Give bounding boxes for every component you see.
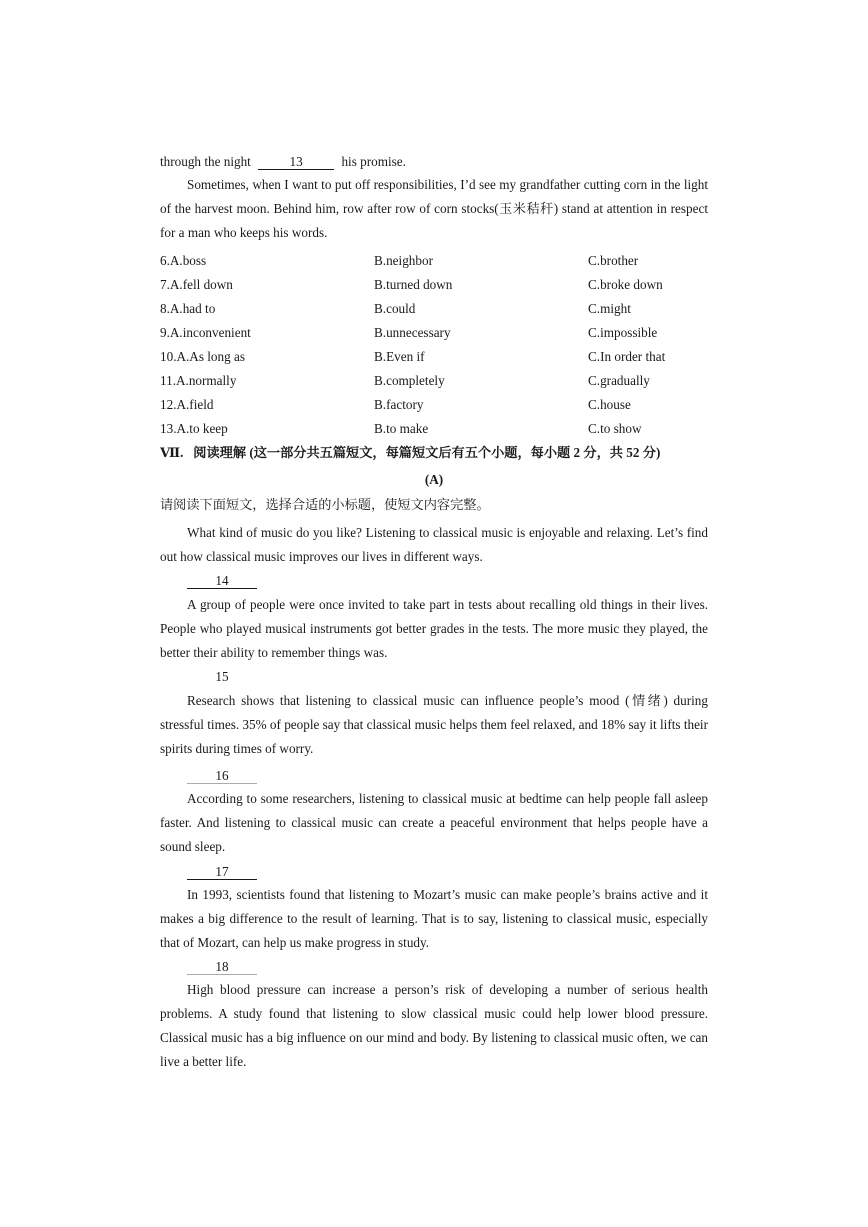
option-8c: C.might: [588, 301, 631, 316]
paragraph-17: In 1993, scientists found that listening to Mozart’s music can make people’s brains active and it makes a big difference to the result of learning. That is to say, listening to classical music, especially that of Mozart, can help us make progress in study.: [160, 887, 708, 950]
option-12b: B.factory: [374, 397, 424, 412]
heading-18: [187, 959, 257, 975]
line-text-before: through the night: [160, 154, 251, 169]
option-11c: C.gradually: [588, 373, 650, 388]
option-12c: C.house: [588, 397, 631, 412]
blank-14: 14: [187, 574, 257, 589]
option-10a: 10.A.As long as: [160, 349, 245, 364]
continued-line: [160, 154, 406, 170]
option-12a: 12.A.field: [160, 397, 214, 412]
option-9c: C.impossible: [588, 325, 658, 340]
option-13c: C.to show: [588, 421, 642, 436]
instruction: 请阅读下面短文，选择合适的小标题，使短文内容完整。: [160, 497, 490, 512]
option-7b: B.turned down: [374, 277, 453, 292]
option-8a: 8.A.had to: [160, 301, 216, 316]
heading-16: [187, 768, 257, 784]
option-13a: 13.A.to keep: [160, 421, 228, 436]
option-6c: C.brother: [588, 253, 639, 268]
option-6b: B.neighbor: [374, 253, 433, 268]
option-9a: 9.A.inconvenient: [160, 325, 251, 340]
option-9b: B.unnecessary: [374, 325, 451, 340]
option-10b: B.Even if: [374, 349, 425, 364]
paragraph-15: Research shows that listening to classical music can influence people’s mood (情绪) during stressful times. 35% of people say that classical music helps them feel relaxed, and 18% say it lifts their spirits during times of worry.: [160, 693, 708, 756]
option-7c: C.broke down: [588, 277, 663, 292]
blank-15: 15: [215, 669, 229, 684]
blank-13: 13: [258, 155, 334, 170]
line-text-after: his promise.: [341, 154, 406, 169]
paragraph-16: According to some researchers, listening to classical music at bedtime can help people fall asleep faster. And listening to classical music can create a peaceful environment that helps people have a sound sleep.: [160, 791, 708, 854]
blank-16: 16: [187, 769, 257, 784]
option-11b: B.completely: [374, 373, 445, 388]
heading-17: [187, 864, 257, 880]
part-label: (A): [424, 472, 444, 487]
intro-paragraph: What kind of music do you like? Listening to classical music is enjoyable and relaxing. Let’s find out how classical music improves our lives in different ways.: [160, 525, 708, 564]
option-13b: B.to make: [374, 421, 429, 436]
blank-17: 17: [187, 865, 257, 880]
paragraph-18: High blood pressure can increase a person’s risk of developing a number of serious health problems. A study found that listening to slow classical music could help lower blood pressure. Classical music has a big influence on our mind and body. By listening to classical music often, we can live a better life.: [160, 982, 708, 1069]
option-6a: 6.A.boss: [160, 253, 207, 268]
option-8b: B.could: [374, 301, 416, 316]
blank-18: 18: [187, 960, 257, 975]
story-paragraph: Sometimes, when I want to put off responsibilities, I’d see my grandfather cutting corn in the light of the harvest moon. Behind him, row after row of corn stocks(玉米秸秆) stand at attention in respect for a man who keeps his words.: [160, 177, 708, 240]
section-heading: Ⅶ. 阅读理解 (这一部分共五篇短文，每篇短文后有五个小题，每小题 2 分，共 52 分): [160, 445, 661, 460]
paragraph-14: A group of people were once invited to take part in tests about recalling old things in their lives. People who played musical instruments got better grades in the tests. The more music they played, the better their ability to remember things was.: [160, 597, 708, 660]
heading-14: [187, 573, 257, 589]
option-11a: 11.A.normally: [160, 373, 237, 388]
option-10c: C.In order that: [588, 349, 666, 364]
option-7a: 7.A.fell down: [160, 277, 233, 292]
heading-15: [187, 669, 257, 685]
